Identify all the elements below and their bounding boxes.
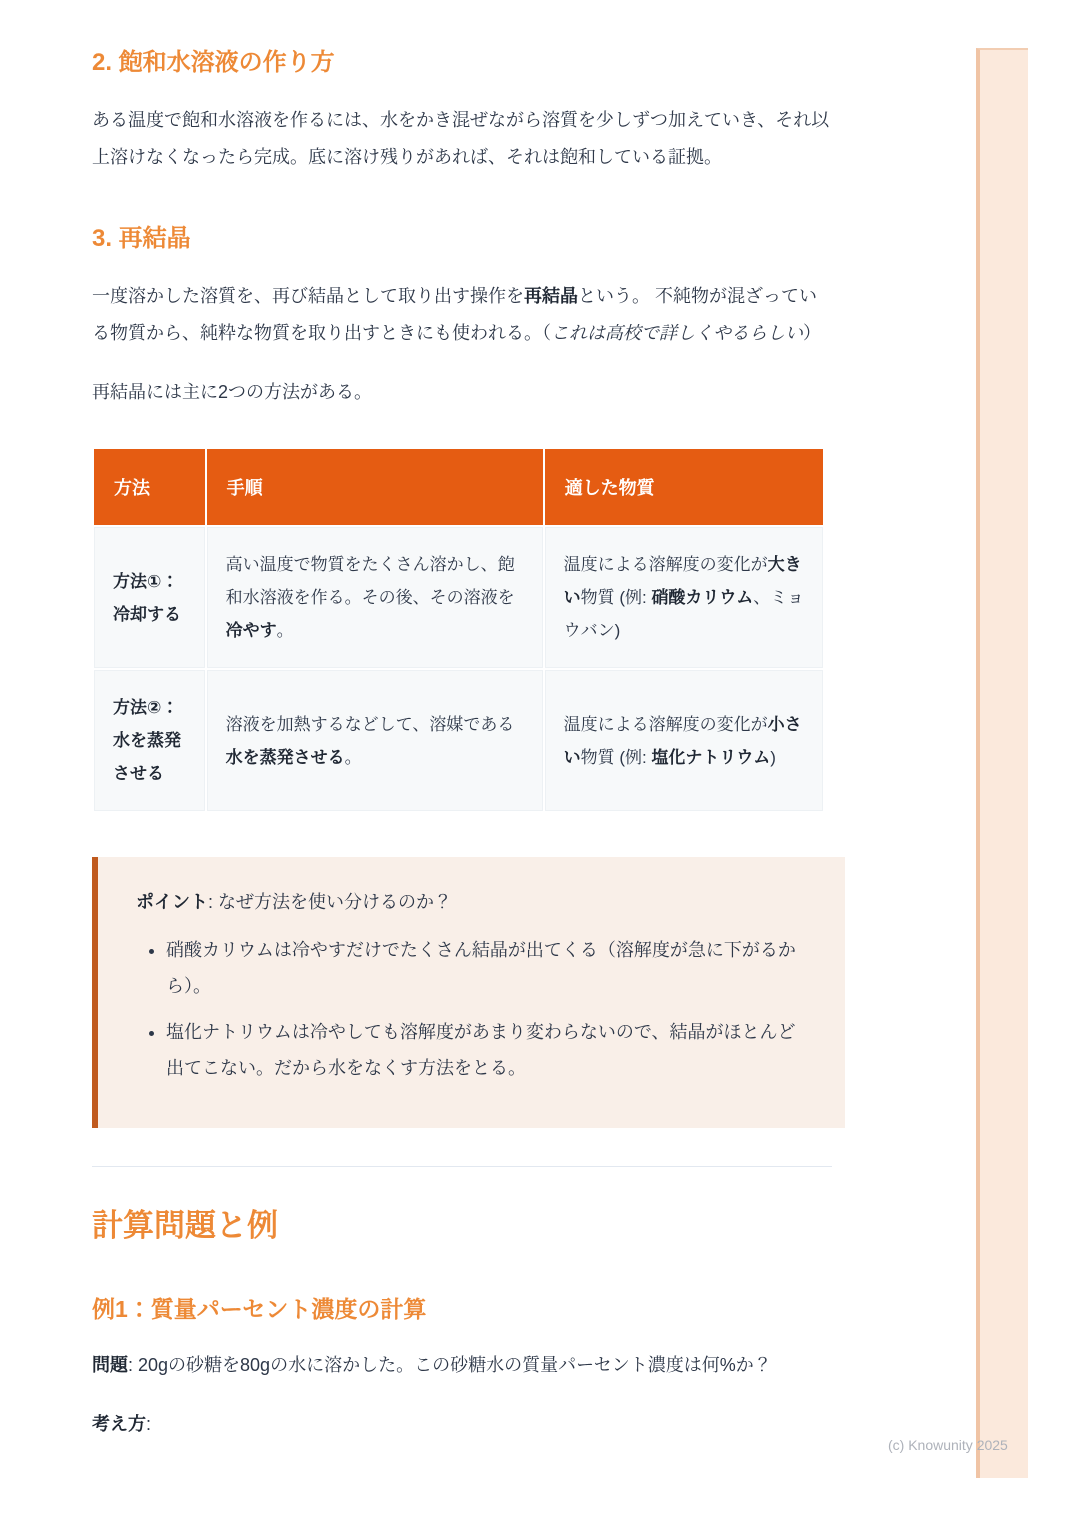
table-header-substance: 適した物質 <box>545 449 823 525</box>
section-heading-recrystallization: 3. 再結晶 <box>92 225 191 252</box>
table-row <box>94 670 823 811</box>
cell-method-evaporation: 方法②：水を蒸発させる <box>94 670 205 811</box>
recrystallization-methods-table <box>92 447 825 813</box>
callout-bullet-sodium-chloride: • 塩化ナトリウムは冷やしても溶解度があまり変わらないので、結晶がほとんど出てこない。だから水をなくす方法をとる。 <box>166 1014 807 1086</box>
callout-bullet-potassium-nitrate: • 硝酸カリウムは冷やすだけでたくさん結晶が出てくる（溶解度が急に下がるから）。 <box>166 932 807 1004</box>
paragraph-recrystallization: 一度溶かした溶質を、再び結晶として取り出す操作を再結晶という。 不純物が混ざっている物質から、純粋な物質を取り出すときにも使われる。（これは高校で詳しくやるらしい） <box>92 286 821 343</box>
cell-substance-cooling: 温度による溶解度の変化が大きい物質 (例: 硝酸カリウム、ミョウバン) <box>545 527 823 668</box>
paragraph-thinking-label: 考え方: <box>92 1414 152 1434</box>
callout-title: ポイント: なぜ方法を使い分けるのか？ <box>136 892 453 912</box>
example1-heading: 例1：質量パーセント濃度の計算 <box>92 1296 427 1322</box>
table-header-steps: 手順 <box>207 449 543 525</box>
document-content <box>92 0 832 1443</box>
section-heading-saturated-solution: 2. 飽和水溶液の作り方 <box>92 49 335 76</box>
main-heading-calculation-examples: 計算問題と例 <box>92 1208 278 1243</box>
paragraph-two-methods: 再結晶には主に2つの方法がある。 <box>92 382 373 402</box>
table-header-method: 方法 <box>94 449 205 525</box>
cell-steps-cooling: 高い温度で物質をたくさん溶かし、飽和水溶液を作る。その後、その溶液を冷やす。 <box>207 527 543 668</box>
paragraph-saturated-solution: ある温度で飽和水溶液を作るには、水をかき混ぜながら溶質を少しずつ加えていき、それ以上溶けなくなったら完成。底に溶け残りがあれば、それは飽和している証拠。 <box>92 110 830 167</box>
cell-substance-evaporation: 温度による溶解度の変化が小さい物質 (例: 塩化ナトリウム) <box>545 670 823 811</box>
cell-steps-evaporation: 溶液を加熱するなどして、溶媒である水を蒸発させる。 <box>207 670 543 811</box>
paragraph-problem: 問題: 20gの砂糖を80gの水に溶かした。この砂糖水の質量パーセント濃度は何%か？ <box>92 1355 772 1375</box>
cell-method-cooling: 方法①：冷却する <box>94 527 205 668</box>
point-callout <box>92 857 845 1128</box>
section-divider <box>92 1166 832 1167</box>
table-row <box>94 527 823 668</box>
copyright-text: (c) Knowunity 2025 <box>888 1437 1008 1453</box>
table-header-row <box>94 449 823 525</box>
callout-bullet-list <box>136 932 807 1086</box>
page-edge-stripe <box>976 48 1028 1478</box>
